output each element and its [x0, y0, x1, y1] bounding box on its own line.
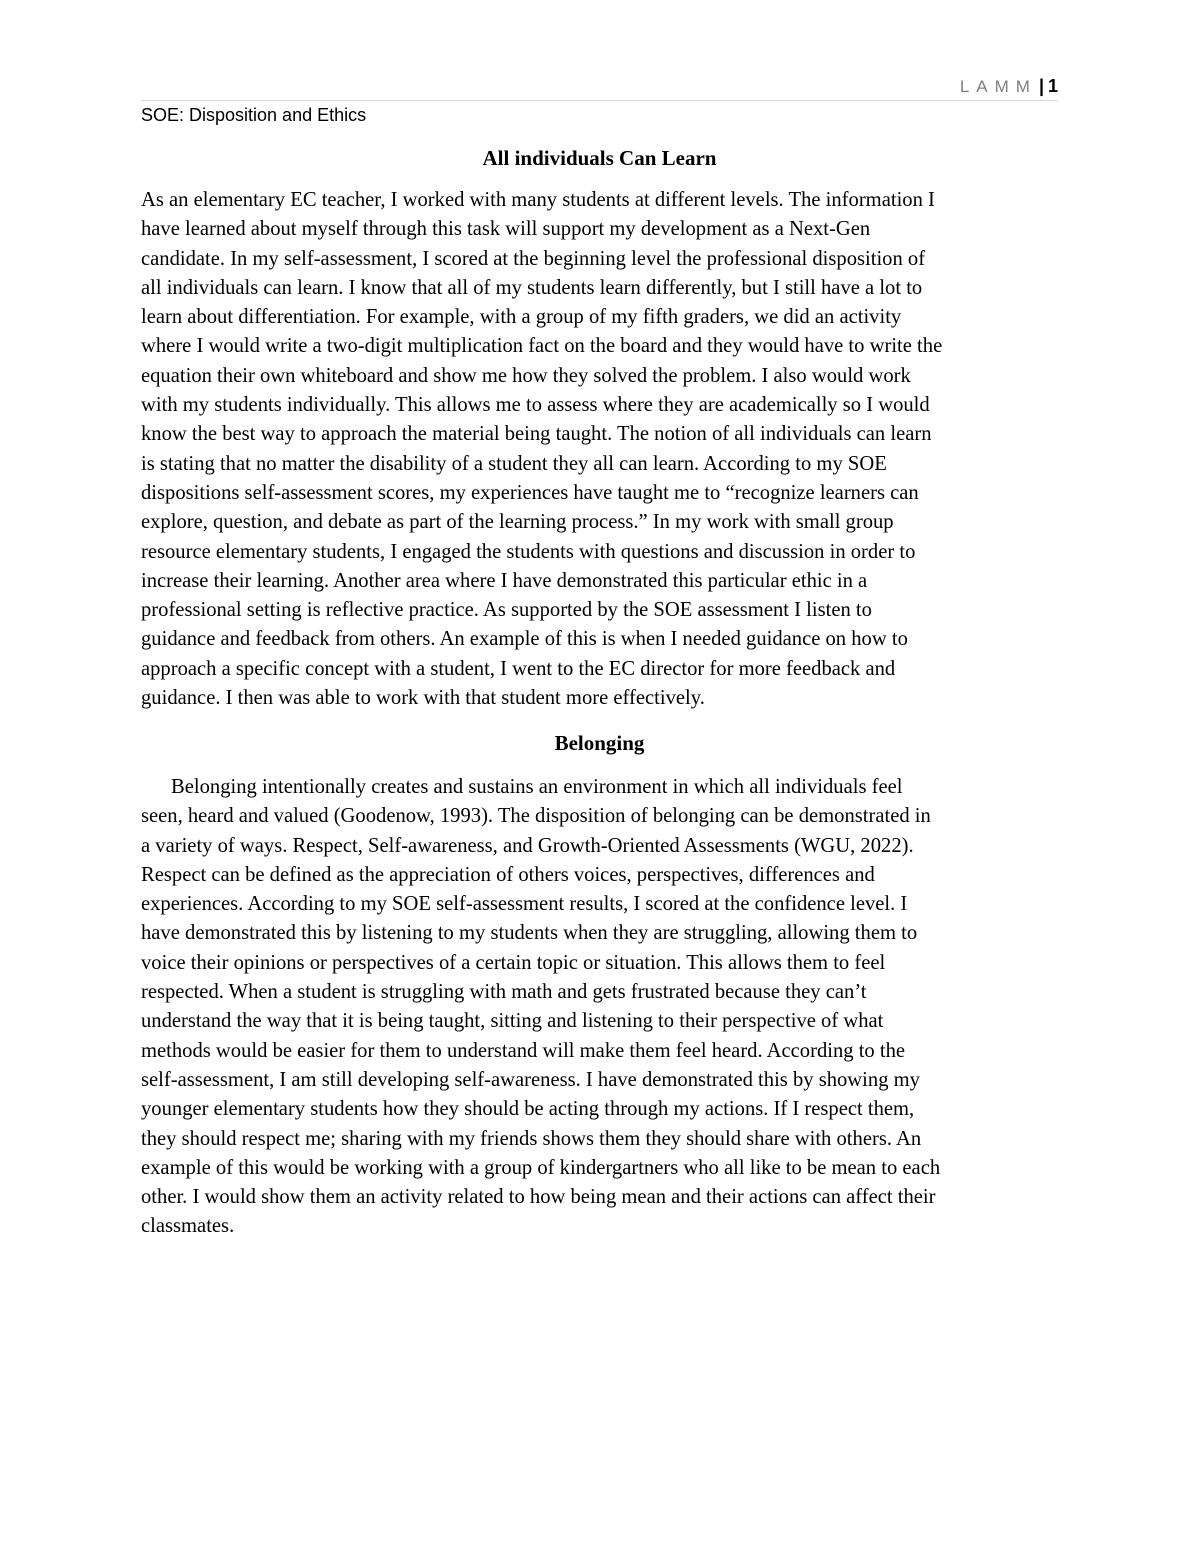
text-line: self-assessment, I am still developing self-awareness. I have demonstrated this by showing my: [141, 1068, 920, 1091]
text-line: approach a specific concept with a student, I went to the EC director for more feedback and: [141, 657, 896, 680]
text-line: respected. When a student is struggling with math and gets frustrated because they can’t: [141, 981, 867, 1004]
paragraph-belonging: [141, 773, 1061, 1242]
text-line: is stating that no matter the disability of a student they all can learn. According to my SOE: [141, 452, 887, 475]
text-line: have demonstrated this by listening to my students when they are struggling, allowing them to: [141, 922, 918, 945]
section-heading-belonging: Belonging: [554, 731, 645, 755]
text-line: guidance. I then was able to work with that student more effectively.: [141, 687, 705, 710]
text-line: equation their own whiteboard and show me how they solved the problem. I also would work: [141, 364, 911, 387]
text-line: know the best way to approach the material being taught. The notion of all individuals can learn: [141, 423, 932, 446]
header-page-number: 1: [1047, 76, 1058, 96]
header-separator: |: [1038, 76, 1044, 96]
text-line: guidance and feedback from others. An example of this is when I needed guidance on how to: [141, 628, 908, 651]
text-line: Respect can be defined as the appreciation of others voices, perspectives, differences and: [141, 863, 875, 886]
text-line: professional setting is reflective practice. As supported by the SOE assessment I listen to: [141, 599, 872, 622]
text-line: example of this would be working with a group of kindergartners who all like to be mean to each: [141, 1156, 941, 1179]
text-line: experiences. According to my SOE self-assessment results, I scored at the confidence level. I: [141, 893, 908, 916]
text-line: understand the way that it is being taught, sitting and listening to their perspective of what: [141, 1010, 884, 1033]
text-line: they should respect me; sharing with my friends shows them they should share with others. An: [141, 1127, 922, 1150]
text-line: resource elementary students, I engaged the students with questions and discussion in order to: [141, 540, 916, 563]
text-line: seen, heard and valued (Goodenow, 1993). The disposition of belonging can be demonstrated in: [141, 805, 931, 828]
text-line: younger elementary students how they should be acting through my actions. If I respect them,: [141, 1098, 915, 1121]
header-right: [960, 75, 1058, 98]
text-line: explore, question, and debate as part of the learning process.” In my work with small group: [141, 511, 894, 534]
text-line: where I would write a two-digit multiplication fact on the board and they would have to write the: [141, 335, 943, 358]
text-line: dispositions self-assessment scores, my experiences have taught me to “recognize learners can: [141, 481, 919, 504]
text-line: candidate. In my self-assessment, I scored at the beginning level the professional disposition of: [141, 247, 926, 270]
text-line: increase their learning. Another area where I have demonstrated this particular ethic in a: [141, 569, 868, 592]
text-line: voice their opinions or perspectives of a certain topic or situation. This allows them to feel: [141, 951, 886, 974]
text-line: Belonging intentionally creates and sustains an environment in which all individuals feel: [171, 776, 903, 798]
paragraph-all-individuals: [141, 186, 1061, 713]
text-line: have learned about myself through this task will support my development as a Next-Gen: [141, 218, 871, 241]
course-label: SOE: Disposition and Ethics: [141, 105, 367, 125]
header-author-name: LAMM: [959, 77, 1037, 96]
text-line: methods would be easier for them to understand will make them feel heard. According to the: [141, 1039, 906, 1062]
text-line: learn about differentiation. For example, with a group of my fifth graders, we did an activity: [141, 306, 902, 329]
text-line: other. I would show them an activity related to how being mean and their actions can affect their: [141, 1186, 936, 1209]
page-header: [141, 72, 1058, 101]
text-line: all individuals can learn. I know that all of my students learn differently, but I still have a lot to: [141, 276, 923, 299]
text-line: classmates.: [141, 1215, 235, 1238]
text-line: As an elementary EC teacher, I worked with many students at different levels. The information I: [141, 189, 935, 211]
section-heading-all-individuals: All individuals Can Learn: [482, 146, 717, 170]
text-line: with my students individually. This allows me to assess where they are academically so I would: [141, 394, 930, 417]
text-line: a variety of ways. Respect, Self-awareness, and Growth-Oriented Assessments (WGU, 2022).: [141, 834, 914, 857]
